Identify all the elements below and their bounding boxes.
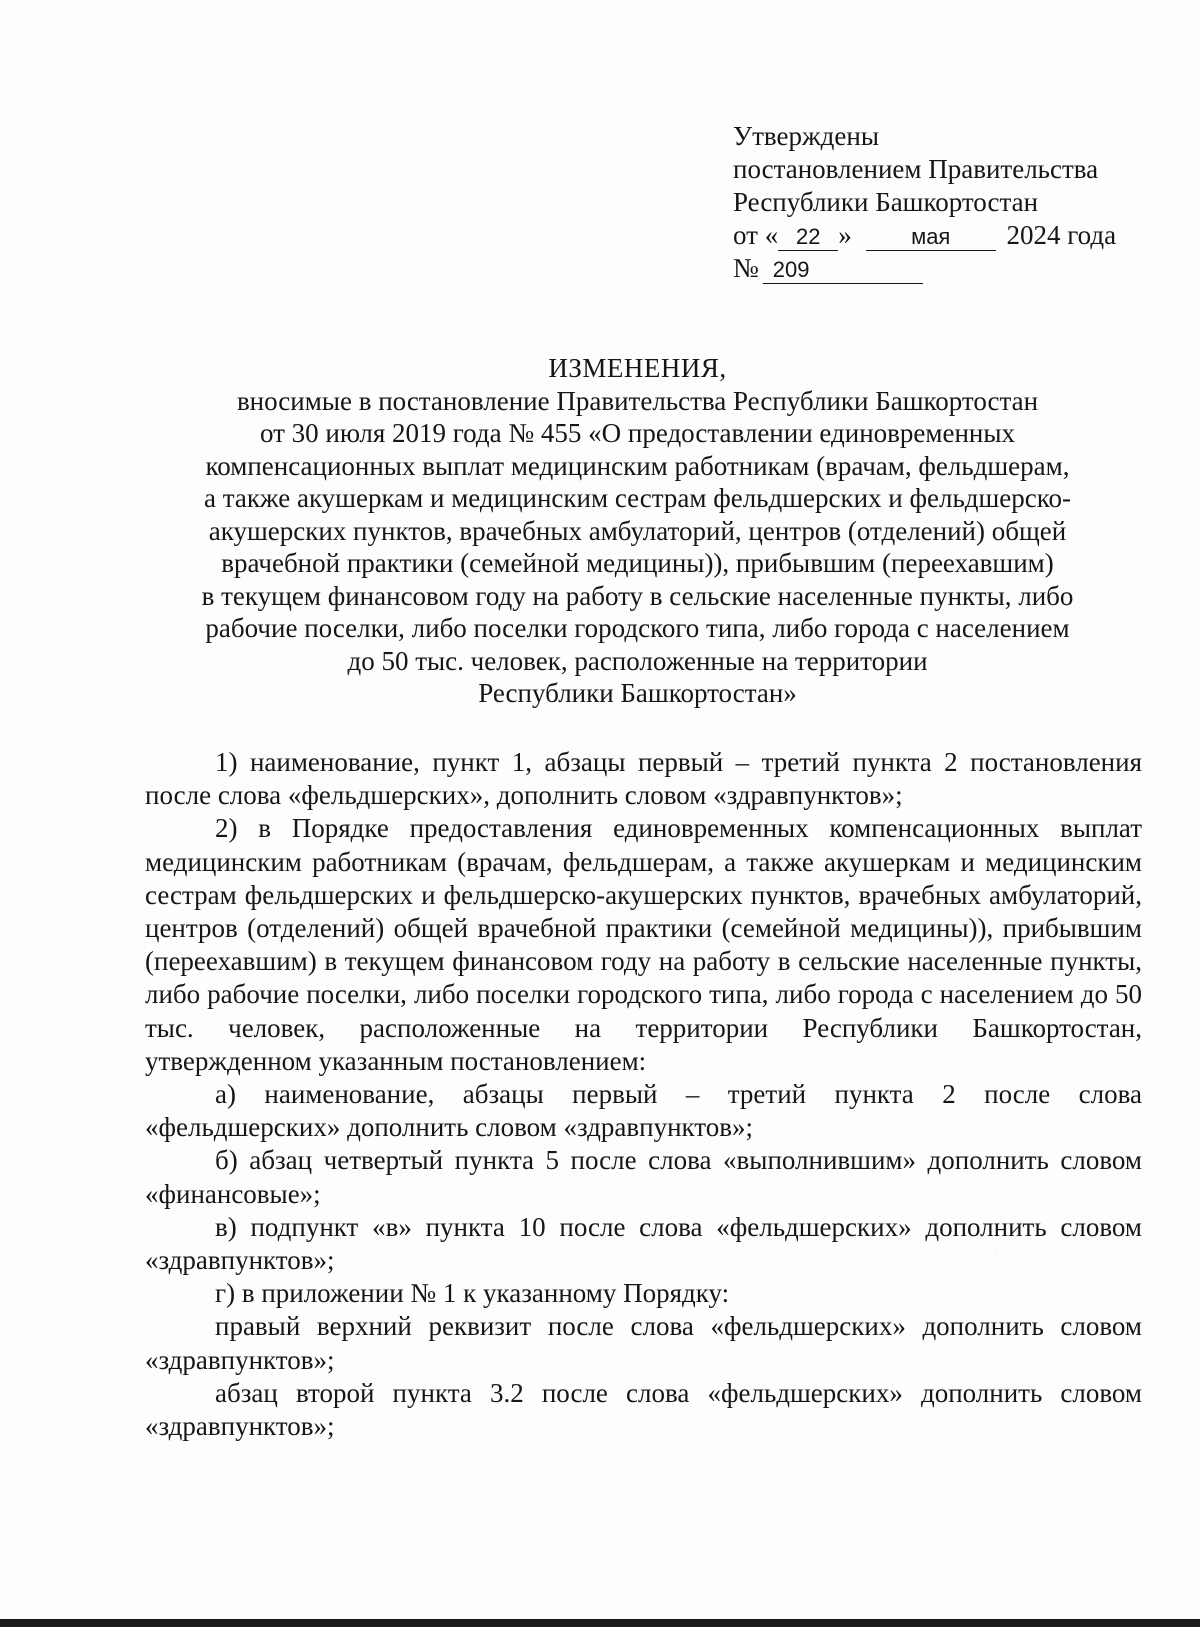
date-prefix: от « [733,220,779,250]
document-title [140,352,1135,710]
approval-number-line [733,252,1173,285]
date-year: 2024 года [1006,220,1117,250]
approval-line-2: постановлением Правительства [733,154,1099,184]
body-paragraph: в) подпункт «в» пункта 10 после слова «фельдшерских» дополнить словом «здравпунктов»; [145,1211,1142,1276]
approval-line-3: Республики Башкортостан [733,187,1039,217]
date-day-field: 22 [778,224,838,251]
approval-line-1: Утверждены [733,121,879,151]
body-paragraph: абзац второй пункта 3.2 после слова «фельдшерских» дополнить словом «здравпунктов»; [145,1377,1142,1442]
number-prefix: № [733,253,759,283]
date-mid: » [838,220,852,250]
document-body [145,746,1142,1443]
title-line: до 50 тыс. человек, расположенные на территории [347,645,928,676]
title-line: в текущем финансовом году на работу в сельские населенные пункты, либо [201,580,1074,611]
title-line: а также акушеркам и медицинским сестрам фельдшерских и фельдшерско- [203,483,1072,513]
title-line: акушерских пунктов, врачебных амбулаторий, центров (отделений) общей [208,515,1067,546]
title-heading: ИЗМЕНЕНИЯ, [548,353,727,383]
title-line: рабочие поселки, либо поселки городского типа, либо города с населением [205,613,1070,643]
body-paragraph: 1) наименование, пункт 1, абзацы первый – третий пункта 2 постановления после слова «фельдшерских», дополнить словом «здравпунктов»; [145,747,1142,811]
title-line: компенсационных выплат медицинским работникам (врачам, фельдшерам, [205,450,1070,481]
document-number-field: 209 [763,257,923,284]
body-paragraph: правый верхний реквизит после слова «фельдшерских» дополнить словом «здравпунктов»; [145,1311,1142,1375]
title-line: вносимые в постановление Правительства Республики Башкортостан [236,385,1039,416]
title-line: от 30 июля 2019 года № 455 «О предоставлении единовременных [259,418,1016,448]
approval-date-line [733,219,1173,252]
title-line: врачебной практики (семейной медицины)), прибывшим (переехавшим) [221,548,1054,578]
body-paragraph: а) наименование, абзацы первый – третий пункта 2 после слова «фельдшерских» дополнить словом «здравпунктов»; [145,1079,1142,1143]
body-paragraph: б) абзац четвертый пункта 5 после слова «выполнившим» дополнить словом «финансовые»; [145,1145,1142,1209]
title-line: Республики Башкортостан» [478,678,797,708]
approval-block [733,120,1173,285]
date-month-field: мая [866,224,996,251]
scan-edge-bar [0,1619,1200,1627]
body-paragraph: г) в приложении № 1 к указанному Порядку: [215,1278,730,1309]
body-paragraph: 2) в Порядке предоставления единовременных компенсационных выплат медицинским работникам (врачам, фельдшерам, а также акушеркам и медицинским сестрам фельдшерских и фельдшерско-акушерских пунктов, врачебных амбулаторий, центров (отделений) общей врачебной практики (семейной медицины)), прибывшим (переехавшим) в текущем финансовом году на работу в сельские населенные пункты, либо рабочие поселки, либо поселки городского типа, либо города с населением до 50 тыс. человек, расположенные на территории Республики Башкортостан, утвержденном указанным постановлением: [145,813,1142,1076]
